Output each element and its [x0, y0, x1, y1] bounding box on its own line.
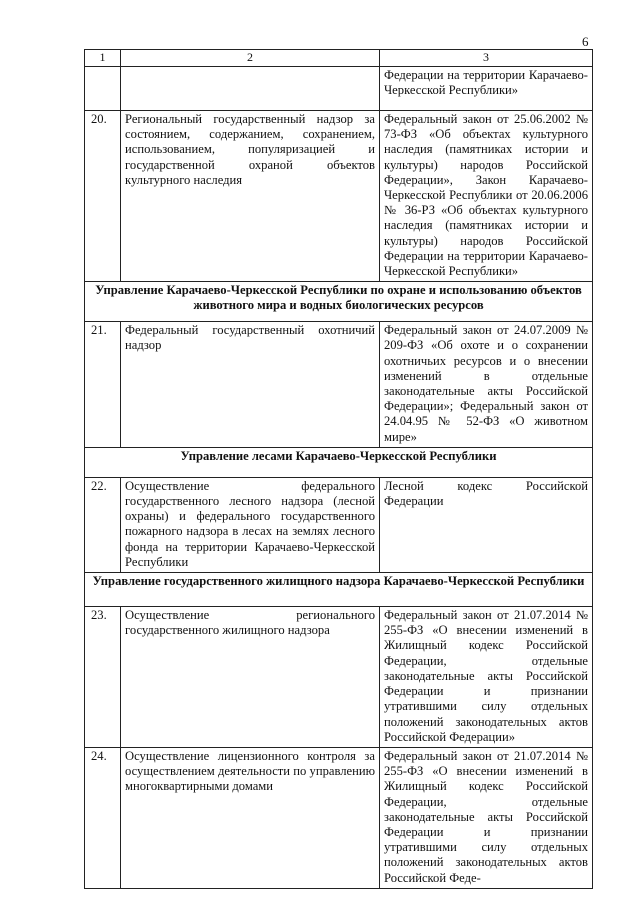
section-title: Управление лесами Карачаево-Черкесской Республики: [85, 447, 593, 477]
section-header-row: [85, 282, 593, 322]
row-number: 20.: [85, 111, 121, 282]
control-type-cell: Осуществление федерального государственного лесного надзора (лесной охраны) и федерального государственного пожарного надзора в лесах на землях лесного фонда на территории Карачаево-Черкесской Республики: [121, 477, 380, 572]
table-row: [85, 67, 593, 111]
row-number: 23.: [85, 607, 121, 748]
page-number: 6: [582, 34, 589, 49]
legal-basis-cell: Федеральный закон от 25.06.2002 № 73-ФЗ «Об объектах культурного наследия (памятниках истории и культуры) народов Российской Федерации», Закон Карачаево-Черкесской Республики от 20.06.2006 № 36-РЗ «Об объектах культурного наследия (памятниках истории и культуры) народов Российской Федерации на территории Карачаево-Черкесской Республики»: [380, 111, 593, 282]
legal-basis-cell: Федеральный закон от 24.07.2009 № 209-ФЗ «Об охоте и о сохранении охотничьих ресурсов и о внесении изменений в отдельные законодательные акты Российской Федерации»; Федеральный закон от 24.04.95 № 52-ФЗ «О животном мире»: [380, 322, 593, 448]
legal-basis-cell: Федеральный закон от 21.07.2014 № 255-ФЗ «О внесении изменений в Жилищный кодекс Российской Федерации, отдельные законодательные акты Российской Федерации и признании утратившими силу отдельных положений законодательных актов Российской Федерации»: [380, 607, 593, 748]
column-header-1: 1: [85, 50, 121, 67]
control-type-cell: Федеральный государственный охотничий надзор: [121, 322, 380, 448]
legal-basis-cell: Лесной кодекс Российской Федерации: [380, 477, 593, 572]
section-title: Управление государственного жилищного надзора Карачаево-Черкесской Республики: [85, 573, 593, 607]
control-type-cell: [121, 67, 380, 111]
control-type-cell: Региональный государственный надзор за состоянием, содержанием, сохранением, использованием, популяризацией и государственной охраной объектов культурного наследия: [121, 111, 380, 282]
row-number: 22.: [85, 477, 121, 572]
table-row: [85, 477, 593, 572]
section-header-row: [85, 573, 593, 607]
control-type-cell: Осуществление лицензионного контроля за осуществлением деятельности по управлению многоквартирными домами: [121, 747, 380, 888]
section-title: Управление Карачаево-Черкесской Республики по охране и использованию объектов животного мира и водных биологических ресурсов: [85, 282, 593, 322]
document-table: [84, 49, 593, 889]
table-row: [85, 111, 593, 282]
table-row: [85, 747, 593, 888]
column-header-3: 3: [380, 50, 593, 67]
row-number: 24.: [85, 747, 121, 888]
legal-basis-cell: Федерации на территории Карачаево-Черкесской Республики»: [380, 67, 593, 111]
table-row: [85, 322, 593, 448]
row-number: 21.: [85, 322, 121, 448]
table-header-row: [85, 50, 593, 67]
control-type-cell: Осуществление регионального государственного жилищного надзора: [121, 607, 380, 748]
section-header-row: [85, 447, 593, 477]
row-number: [85, 67, 121, 111]
column-header-2: 2: [121, 50, 380, 67]
legal-basis-cell: Федеральный закон от 21.07.2014 № 255-ФЗ «О внесении изменений в Жилищный кодекс Российской Федерации, отдельные законодательные акты Российской Федерации и признании утратившими силу отдельных положений законодательных актов Российской Феде-: [380, 747, 593, 888]
table-row: [85, 607, 593, 748]
